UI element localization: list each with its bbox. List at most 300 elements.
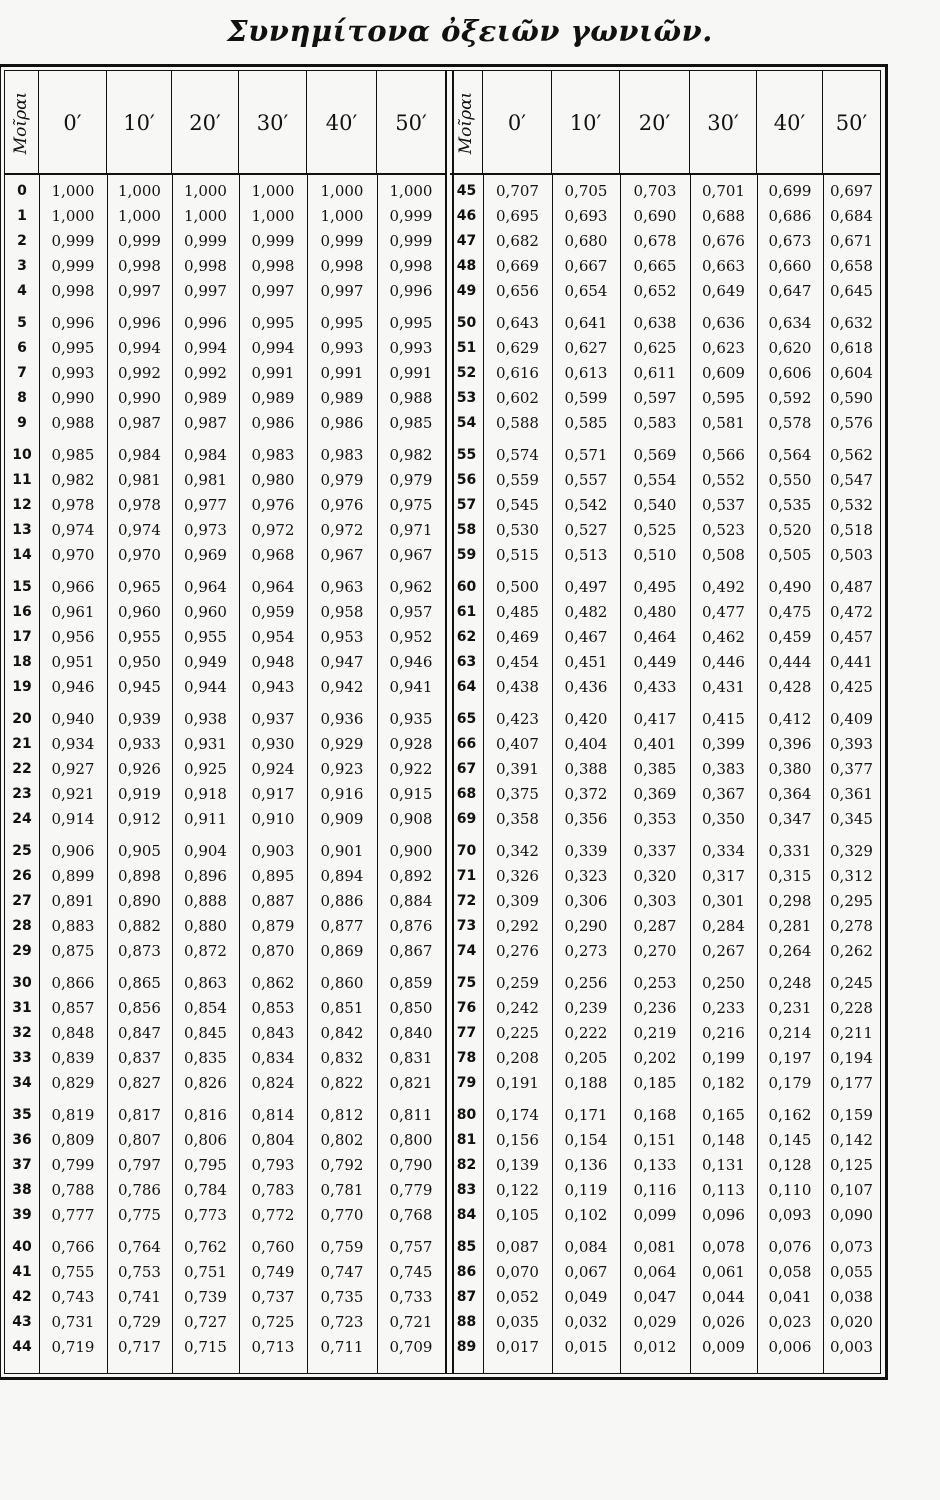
- cosine-table: [4, 70, 881, 1374]
- cosine-value-cell: 0,923: [320, 760, 364, 778]
- cosine-value-cell: 0,901: [320, 842, 364, 860]
- cosine-value-cell: 0,347: [768, 810, 812, 828]
- cosine-value-cell: 0,320: [633, 867, 677, 885]
- cosine-value-cell: 0,701: [702, 182, 745, 200]
- cosine-value-cell: 0,941: [389, 678, 433, 696]
- cosine-value-cell: 0,309: [496, 892, 539, 910]
- cosine-value-cell: 0,867: [389, 942, 433, 960]
- cosine-value-cell: 0,984: [118, 446, 161, 464]
- cosine-value-cell: 0,927: [51, 760, 95, 778]
- cosine-value-cell: 0,759: [320, 1238, 364, 1256]
- cosine-value-cell: 0,133: [633, 1156, 677, 1174]
- degree-cell: 47: [456, 233, 477, 249]
- degree-cell: 72: [456, 893, 477, 909]
- cosine-value-cell: 0,976: [320, 496, 364, 514]
- degree-cell: 36: [12, 1132, 32, 1148]
- minute-column-header: [239, 71, 307, 175]
- cosine-value-cell: 0,816: [184, 1106, 227, 1124]
- cosine-value-cell: 0,569: [633, 446, 677, 464]
- degree-cell: 51: [456, 340, 477, 356]
- degree-cell: 56: [456, 472, 477, 488]
- table-row: [450, 1153, 880, 1178]
- cosine-value-cell: 1,000: [184, 182, 227, 200]
- cosine-value-cell: 0,656: [496, 282, 539, 300]
- cosine-value-cell: 0,725: [251, 1313, 295, 1331]
- cosine-value-cell: 0,999: [320, 232, 364, 250]
- header-label: 0′: [507, 111, 527, 135]
- cosine-value-cell: 0,993: [51, 364, 95, 382]
- cosine-value-cell: 0,944: [184, 678, 227, 696]
- cosine-value-cell: 0,636: [702, 314, 745, 332]
- cosine-value-cell: 0,228: [830, 999, 873, 1017]
- cosine-value-cell: 0,731: [51, 1313, 95, 1331]
- cosine-value-cell: 0,179: [768, 1074, 812, 1092]
- cosine-value-cell: 0,525: [633, 521, 677, 539]
- degree-cell: 42: [12, 1289, 32, 1305]
- table-row: [5, 1285, 445, 1310]
- degree-cell: 68: [456, 786, 477, 802]
- table-row: [5, 1046, 445, 1071]
- cosine-value-cell: 0,290: [564, 917, 608, 935]
- degree-cell: 16: [12, 604, 32, 620]
- cosine-value-cell: 0,253: [633, 974, 677, 992]
- cosine-value-cell: 0,957: [389, 603, 433, 621]
- minute-column-header: [552, 71, 620, 175]
- cosine-value-cell: 0,576: [830, 414, 873, 432]
- cosine-value-cell: 0,775: [118, 1206, 161, 1224]
- cosine-value-cell: 0,611: [633, 364, 677, 382]
- degree-cell: 14: [12, 547, 32, 563]
- cosine-value-cell: 0,540: [633, 496, 677, 514]
- cosine-value-cell: 0,995: [389, 314, 433, 332]
- cosine-value-cell: 0,242: [496, 999, 539, 1017]
- cosine-value-cell: 0,477: [702, 603, 745, 621]
- cosine-value-cell: 0,058: [768, 1263, 812, 1281]
- table-row: [450, 543, 880, 568]
- cosine-value-cell: 0,441: [830, 653, 873, 671]
- cosine-value-cell: 0,618: [830, 339, 873, 357]
- table-row: [450, 1178, 880, 1203]
- table-row: [5, 411, 445, 436]
- cosine-value-cell: 0,954: [251, 628, 295, 646]
- cosine-value-cell: 0,500: [496, 578, 539, 596]
- cosine-value-cell: 0,960: [184, 603, 227, 621]
- cosine-value-cell: 0,891: [51, 892, 95, 910]
- cosine-value-cell: 0,113: [702, 1181, 745, 1199]
- cosine-value-cell: 0,515: [496, 546, 539, 564]
- cosine-value-cell: 0,903: [251, 842, 295, 860]
- cosine-value-cell: 0,717: [118, 1338, 161, 1356]
- cosine-value-cell: 0,467: [564, 628, 608, 646]
- cosine-value-cell: 0,996: [51, 314, 95, 332]
- cosine-value-cell: 0,842: [320, 1024, 364, 1042]
- cosine-value-cell: 0,705: [564, 182, 608, 200]
- cosine-value-cell: 0,843: [251, 1024, 295, 1042]
- cosine-value-cell: 1,000: [118, 207, 161, 225]
- cosine-value-cell: 0,364: [768, 785, 812, 803]
- cosine-value-cell: 0,999: [251, 232, 295, 250]
- cosine-value-cell: 0,936: [320, 710, 364, 728]
- cosine-value-cell: 0,922: [389, 760, 433, 778]
- cosine-value-cell: 0,872: [184, 942, 227, 960]
- table-row: [450, 1260, 880, 1285]
- cosine-value-cell: 0,174: [496, 1106, 539, 1124]
- degree-cell: 3: [17, 258, 27, 274]
- cosine-value-cell: 0,590: [830, 389, 873, 407]
- cosine-value-cell: 0,047: [633, 1288, 677, 1306]
- cosine-value-cell: 0,119: [564, 1181, 608, 1199]
- cosine-value-cell: 0,999: [389, 207, 433, 225]
- cosine-value-cell: 0,678: [633, 232, 677, 250]
- cosine-value-cell: 0,826: [184, 1074, 227, 1092]
- table-row: [450, 411, 880, 436]
- cosine-value-cell: 0,035: [496, 1313, 539, 1331]
- cosine-value-cell: 0,894: [320, 867, 364, 885]
- minute-column-header: [107, 71, 172, 175]
- cosine-value-cell: 0,987: [118, 414, 161, 432]
- cosine-value-cell: 0,940: [51, 710, 95, 728]
- cosine-value-cell: 0,090: [830, 1206, 873, 1224]
- cosine-value-cell: 0,505: [768, 546, 812, 564]
- cosine-value-cell: 0,989: [320, 389, 364, 407]
- cosine-value-cell: 0,188: [564, 1074, 608, 1092]
- cosine-value-cell: 0,599: [564, 389, 608, 407]
- cosine-value-cell: 0,303: [633, 892, 677, 910]
- cosine-value-cell: 0,475: [768, 603, 812, 621]
- cosine-value-cell: 0,485: [496, 603, 539, 621]
- table-row: [450, 1128, 880, 1153]
- cosine-value-cell: 0,792: [320, 1156, 364, 1174]
- cosine-value-cell: 0,866: [51, 974, 95, 992]
- cosine-value-cell: 0,981: [184, 471, 227, 489]
- cosine-value-cell: 0,645: [830, 282, 873, 300]
- cosine-value-cell: 0,356: [564, 810, 608, 828]
- cosine-value-cell: 0,924: [251, 760, 295, 778]
- cosine-value-cell: 0,202: [633, 1049, 677, 1067]
- header-label: 30′: [256, 111, 289, 135]
- cosine-value-cell: 0,298: [768, 892, 812, 910]
- cosine-value-cell: 0,464: [633, 628, 677, 646]
- cosine-value-cell: 0,342: [496, 842, 539, 860]
- cosine-value-cell: 0,495: [633, 578, 677, 596]
- cosine-value-cell: 0,747: [320, 1263, 364, 1281]
- degree-cell: 17: [12, 629, 32, 645]
- cosine-value-cell: 0,898: [118, 867, 161, 885]
- cosine-value-cell: 0,946: [389, 653, 433, 671]
- cosine-value-cell: 0,839: [51, 1049, 95, 1067]
- table-row: [450, 889, 880, 914]
- cosine-value-cell: 0,216: [702, 1024, 745, 1042]
- table-row: [450, 386, 880, 411]
- cosine-value-cell: 0,910: [251, 810, 295, 828]
- cosine-value-cell: 0,044: [702, 1288, 745, 1306]
- cosine-value-cell: 0,964: [251, 578, 295, 596]
- cosine-value-cell: 0,472: [830, 603, 873, 621]
- cosine-value-cell: 0,096: [702, 1206, 745, 1224]
- cosine-value-cell: 0,723: [320, 1313, 364, 1331]
- degree-cell: 76: [456, 1000, 477, 1016]
- cosine-value-cell: 0,559: [496, 471, 539, 489]
- cosine-value-cell: 0,415: [702, 710, 745, 728]
- cosine-value-cell: 0,743: [51, 1288, 95, 1306]
- cosine-value-cell: 0,942: [320, 678, 364, 696]
- cosine-value-cell: 0,973: [184, 521, 227, 539]
- cosine-value-cell: 0,315: [768, 867, 812, 885]
- cosine-value-cell: 0,998: [320, 257, 364, 275]
- cosine-value-cell: 0,930: [251, 735, 295, 753]
- cosine-value-cell: 0,963: [320, 578, 364, 596]
- cosine-value-cell: 0,991: [320, 364, 364, 382]
- cosine-value-cell: 0,976: [251, 496, 295, 514]
- cosine-value-cell: 0,219: [633, 1024, 677, 1042]
- table-row: [5, 625, 445, 650]
- cosine-value-cell: 0,329: [830, 842, 873, 860]
- table-row: [5, 279, 445, 304]
- cosine-value-cell: 0,997: [251, 282, 295, 300]
- cosine-value-cell: 0,248: [768, 974, 812, 992]
- header-label: 20′: [189, 111, 221, 135]
- degree-cell: 23: [12, 786, 32, 802]
- cosine-value-cell: 0,970: [118, 546, 161, 564]
- degree-cell: 12: [12, 497, 32, 513]
- cosine-value-cell: 0,860: [320, 974, 364, 992]
- degree-cell: 79: [456, 1075, 477, 1091]
- cosine-value-cell: 0,983: [251, 446, 295, 464]
- header-label: 40′: [325, 111, 358, 135]
- cosine-value-cell: 0,994: [118, 339, 161, 357]
- cosine-value-cell: 0,764: [118, 1238, 161, 1256]
- table-row: [450, 1021, 880, 1046]
- table-row: [5, 650, 445, 675]
- cosine-value-cell: 0,909: [320, 810, 364, 828]
- cosine-value-cell: 0,928: [389, 735, 433, 753]
- table-row: [450, 443, 880, 468]
- cosine-value-cell: 0,982: [51, 471, 95, 489]
- cosine-value-cell: 0,520: [768, 521, 812, 539]
- cosine-value-cell: 0,972: [251, 521, 295, 539]
- cosine-value-cell: 0,177: [830, 1074, 873, 1092]
- cosine-value-cell: 1,000: [184, 207, 227, 225]
- cosine-value-cell: 0,199: [702, 1049, 745, 1067]
- cosine-value-cell: 0,797: [118, 1156, 161, 1174]
- table-header-right: [450, 71, 880, 175]
- degree-cell: 83: [456, 1182, 477, 1198]
- cosine-value-cell: 0,733: [389, 1288, 433, 1306]
- cosine-value-cell: 0,735: [320, 1288, 364, 1306]
- cosine-value-cell: 0,571: [564, 446, 608, 464]
- cosine-value-cell: 0,185: [633, 1074, 677, 1092]
- cosine-value-cell: 0,709: [389, 1338, 433, 1356]
- cosine-value-cell: 0,737: [251, 1288, 295, 1306]
- cosine-value-cell: 0,998: [118, 257, 161, 275]
- cosine-value-cell: 0,623: [702, 339, 745, 357]
- degree-cell: 59: [456, 547, 477, 563]
- cosine-value-cell: 0,009: [702, 1338, 745, 1356]
- cosine-value-cell: 0,950: [118, 653, 161, 671]
- table-row: [5, 757, 445, 782]
- table-row: [5, 543, 445, 568]
- cosine-value-cell: 0,105: [496, 1206, 539, 1224]
- cosine-value-cell: 0,972: [320, 521, 364, 539]
- cosine-value-cell: 0,142: [830, 1131, 873, 1149]
- cosine-value-cell: 0,908: [389, 810, 433, 828]
- cosine-value-cell: 0,715: [184, 1338, 227, 1356]
- cosine-value-cell: 0,974: [51, 521, 95, 539]
- table-row: [5, 1153, 445, 1178]
- cosine-value-cell: 0,454: [496, 653, 539, 671]
- degree-cell: 19: [12, 679, 32, 695]
- table-row: [5, 839, 445, 864]
- cosine-value-cell: 0,967: [320, 546, 364, 564]
- cosine-value-cell: 0,270: [633, 942, 677, 960]
- cosine-value-cell: 0,857: [51, 999, 95, 1017]
- cosine-value-cell: 0,578: [768, 414, 812, 432]
- cosine-value-cell: 0,952: [389, 628, 433, 646]
- cosine-value-cell: 0,946: [51, 678, 95, 696]
- cosine-value-cell: 0,306: [564, 892, 608, 910]
- cosine-value-cell: 0,937: [251, 710, 295, 728]
- header-label: 10′: [123, 111, 155, 135]
- degree-cell: 28: [12, 918, 32, 934]
- table-row: [5, 971, 445, 996]
- cosine-value-cell: 1,000: [118, 182, 161, 200]
- cosine-value-cell: 0,707: [496, 182, 539, 200]
- table-row: [450, 625, 880, 650]
- cosine-value-cell: 0,984: [184, 446, 227, 464]
- degree-cell: 33: [12, 1050, 32, 1066]
- cosine-value-cell: 0,367: [702, 785, 745, 803]
- cosine-value-cell: 0,462: [702, 628, 745, 646]
- cosine-value-cell: 0,339: [564, 842, 608, 860]
- degree-cell: 52: [456, 365, 477, 381]
- cosine-value-cell: 0,652: [633, 282, 677, 300]
- degree-cell: 66: [456, 736, 477, 752]
- degree-cell: 70: [456, 843, 477, 859]
- degree-cell: 2: [17, 233, 27, 249]
- cosine-value-cell: 0,916: [320, 785, 364, 803]
- cosine-value-cell: 0,592: [768, 389, 812, 407]
- degree-cell: 13: [12, 522, 32, 538]
- cosine-value-cell: 0,958: [320, 603, 364, 621]
- cosine-value-cell: 0,978: [118, 496, 161, 514]
- degree-cell: 15: [12, 579, 32, 595]
- table-section-right: [450, 71, 880, 1373]
- cosine-value-cell: 0,372: [564, 785, 608, 803]
- cosine-value-cell: 0,369: [633, 785, 677, 803]
- cosine-value-cell: 0,658: [830, 257, 873, 275]
- degree-cell: 6: [17, 340, 27, 356]
- cosine-value-cell: 0,676: [702, 232, 745, 250]
- cosine-value-cell: 0,969: [184, 546, 227, 564]
- degree-cell: 45: [456, 183, 477, 199]
- cosine-value-cell: 0,566: [702, 446, 745, 464]
- cosine-value-cell: 0,781: [320, 1181, 364, 1199]
- cosine-value-cell: 0,331: [768, 842, 812, 860]
- cosine-value-cell: 0,999: [184, 232, 227, 250]
- cosine-value-cell: 0,888: [184, 892, 227, 910]
- cosine-value-cell: 0,819: [51, 1106, 95, 1124]
- cosine-value-cell: 0,693: [564, 207, 608, 225]
- cosine-value-cell: 0,276: [496, 942, 539, 960]
- degree-cell: 69: [456, 811, 477, 827]
- degree-cell: 48: [456, 258, 477, 274]
- cosine-value-cell: 0,061: [702, 1263, 745, 1281]
- header-label: 50′: [835, 111, 868, 135]
- degree-cell: 5: [17, 315, 27, 331]
- cosine-value-cell: 0,905: [118, 842, 161, 860]
- cosine-value-cell: 0,317: [702, 867, 745, 885]
- cosine-value-cell: 0,982: [389, 446, 433, 464]
- cosine-value-cell: 0,527: [564, 521, 608, 539]
- header-label: Μοῖραι: [456, 91, 477, 155]
- cosine-value-cell: 1,000: [320, 207, 364, 225]
- degree-cell: 50: [456, 315, 477, 331]
- cosine-value-cell: 0,049: [564, 1288, 608, 1306]
- cosine-value-cell: 0,663: [702, 257, 745, 275]
- cosine-value-cell: 0,755: [51, 1263, 95, 1281]
- cosine-value-cell: 0,023: [768, 1313, 812, 1331]
- cosine-value-cell: 0,191: [496, 1074, 539, 1092]
- degree-cell: 58: [456, 522, 477, 538]
- cosine-value-cell: 0,968: [251, 546, 295, 564]
- cosine-value-cell: 0,989: [184, 389, 227, 407]
- cosine-value-cell: 0,994: [184, 339, 227, 357]
- cosine-value-cell: 0,773: [184, 1206, 227, 1224]
- cosine-value-cell: 0,380: [768, 760, 812, 778]
- degree-cell: 61: [456, 604, 477, 620]
- cosine-value-cell: 0,983: [320, 446, 364, 464]
- cosine-value-cell: 0,856: [118, 999, 161, 1017]
- cosine-value-cell: 0,542: [564, 496, 608, 514]
- table-row: [450, 179, 880, 204]
- table-row: [5, 732, 445, 757]
- cosine-value-cell: 0,581: [702, 414, 745, 432]
- cosine-value-cell: 0,459: [768, 628, 812, 646]
- table-row: [450, 971, 880, 996]
- cosine-value-cell: 0,012: [633, 1338, 677, 1356]
- cosine-value-cell: 0,076: [768, 1238, 812, 1256]
- cosine-value-cell: 1,000: [251, 207, 295, 225]
- cosine-value-cell: 0,847: [118, 1024, 161, 1042]
- degree-cell: 78: [456, 1050, 477, 1066]
- cosine-value-cell: 0,899: [51, 867, 95, 885]
- table-row: [5, 707, 445, 732]
- cosine-value-cell: 0,751: [184, 1263, 227, 1281]
- cosine-value-cell: 0,876: [389, 917, 433, 935]
- cosine-value-cell: 0,564: [768, 446, 812, 464]
- cosine-value-cell: 0,977: [184, 496, 227, 514]
- degree-cell: 0: [17, 183, 27, 199]
- cosine-value-cell: 0,979: [320, 471, 364, 489]
- cosine-value-cell: 0,978: [51, 496, 95, 514]
- cosine-value-cell: 0,417: [633, 710, 677, 728]
- cosine-value-cell: 0,804: [251, 1131, 295, 1149]
- cosine-value-cell: 0,122: [496, 1181, 539, 1199]
- cosine-value-cell: 0,931: [184, 735, 227, 753]
- cosine-value-cell: 0,404: [564, 735, 608, 753]
- cosine-value-cell: 0,383: [702, 760, 745, 778]
- cosine-value-cell: 0,949: [184, 653, 227, 671]
- cosine-value-cell: 0,964: [184, 578, 227, 596]
- degree-cell: 73: [456, 918, 477, 934]
- table-row: [5, 600, 445, 625]
- table-section-left: [5, 71, 445, 1373]
- degree-cell: 38: [12, 1182, 32, 1198]
- cosine-value-cell: 0,998: [251, 257, 295, 275]
- cosine-value-cell: 0,991: [389, 364, 433, 382]
- cosine-value-cell: 0,834: [251, 1049, 295, 1067]
- page-title: Συνημίτονα ὀξειῶν γωνιῶν.: [227, 14, 713, 48]
